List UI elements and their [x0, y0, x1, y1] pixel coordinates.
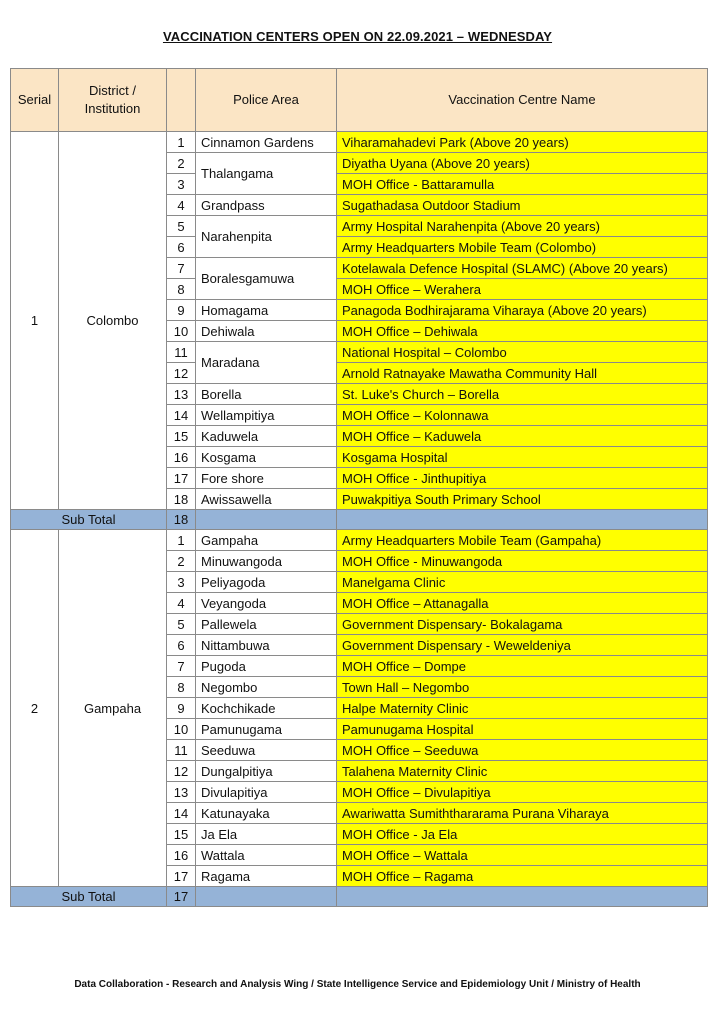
- centre-name: Government Dispensary - Weweldeniya: [337, 635, 708, 656]
- centre-name: MOH Office - Jinthupitiya: [337, 468, 708, 489]
- police-area: Pamunugama: [196, 719, 337, 740]
- centre-number: 10: [167, 719, 196, 740]
- centre-name: Pamunugama Hospital: [337, 719, 708, 740]
- centre-number: 7: [167, 258, 196, 279]
- district-serial: 1: [11, 132, 59, 510]
- centre-number: 6: [167, 635, 196, 656]
- centre-number: 17: [167, 468, 196, 489]
- centre-number: 2: [167, 153, 196, 174]
- centre-name: MOH Office – Wattala: [337, 845, 708, 866]
- police-area: Dehiwala: [196, 321, 337, 342]
- centre-number: 1: [167, 132, 196, 153]
- centre-name: Diyatha Uyana (Above 20 years): [337, 153, 708, 174]
- subtotal-empty: [337, 510, 708, 530]
- centre-name: Arnold Ratnayake Mawatha Community Hall: [337, 363, 708, 384]
- centre-number: 15: [167, 824, 196, 845]
- centre-name: MOH Office – Ragama: [337, 866, 708, 887]
- centre-number: 2: [167, 551, 196, 572]
- police-area: Divulapitiya: [196, 782, 337, 803]
- subtotal-row: [11, 510, 708, 530]
- centre-name: MOH Office – Divulapitiya: [337, 782, 708, 803]
- centre-name: MOH Office – Attanagalla: [337, 593, 708, 614]
- centre-number: 16: [167, 845, 196, 866]
- centre-number: 16: [167, 447, 196, 468]
- centre-name: Government Dispensary- Bokalagama: [337, 614, 708, 635]
- centre-number: 9: [167, 300, 196, 321]
- police-area: Wattala: [196, 845, 337, 866]
- district-serial: 2: [11, 530, 59, 887]
- police-area: Kosgama: [196, 447, 337, 468]
- centre-name: Manelgama Clinic: [337, 572, 708, 593]
- centre-name: MOH Office - Ja Ela: [337, 824, 708, 845]
- centre-number: 11: [167, 342, 196, 363]
- centre-name: Talahena Maternity Clinic: [337, 761, 708, 782]
- police-area: Maradana: [196, 342, 337, 384]
- centre-number: 4: [167, 593, 196, 614]
- centre-number: 14: [167, 803, 196, 824]
- police-area: Pugoda: [196, 656, 337, 677]
- centre-name: Town Hall – Negombo: [337, 677, 708, 698]
- subtotal-value: 17: [167, 887, 196, 907]
- police-area: Boralesgamuwa: [196, 258, 337, 300]
- centre-name: MOH Office – Dompe: [337, 656, 708, 677]
- centre-number: 3: [167, 174, 196, 195]
- district-name: Colombo: [59, 132, 167, 510]
- centre-name: MOH Office – Seeduwa: [337, 740, 708, 761]
- centre-number: 14: [167, 405, 196, 426]
- police-area: Homagama: [196, 300, 337, 321]
- centre-number: 7: [167, 656, 196, 677]
- police-area: Borella: [196, 384, 337, 405]
- police-area: Fore shore: [196, 468, 337, 489]
- centre-name: MOH Office – Dehiwala: [337, 321, 708, 342]
- header-serial: Serial: [11, 69, 59, 132]
- police-area: Minuwangoda: [196, 551, 337, 572]
- centre-number: 5: [167, 216, 196, 237]
- centre-name: Awariwatta Sumiththararama Purana Viharaya: [337, 803, 708, 824]
- centre-name: National Hospital – Colombo: [337, 342, 708, 363]
- subtotal-row: [11, 887, 708, 907]
- centre-number: 12: [167, 363, 196, 384]
- centre-number: 8: [167, 677, 196, 698]
- header-number: [167, 69, 196, 132]
- police-area: Cinnamon Gardens: [196, 132, 337, 153]
- centre-number: 1: [167, 530, 196, 551]
- police-area: Kaduwela: [196, 426, 337, 447]
- header-district: District / Institution: [59, 69, 167, 132]
- police-area: Ragama: [196, 866, 337, 887]
- centre-name: Sugathadasa Outdoor Stadium: [337, 195, 708, 216]
- police-area: Gampaha: [196, 530, 337, 551]
- centre-number: 4: [167, 195, 196, 216]
- subtotal-value: 18: [167, 510, 196, 530]
- police-area: Veyangoda: [196, 593, 337, 614]
- police-area: Kochchikade: [196, 698, 337, 719]
- centre-number: 8: [167, 279, 196, 300]
- page-title: VACCINATION CENTERS OPEN ON 22.09.2021 – WEDNESDAY: [162, 29, 553, 44]
- police-area: Awissawella: [196, 489, 337, 510]
- police-area: Dungalpitiya: [196, 761, 337, 782]
- police-area: Nittambuwa: [196, 635, 337, 656]
- centre-number: 12: [167, 761, 196, 782]
- table-body: [11, 132, 708, 907]
- police-area: Katunayaka: [196, 803, 337, 824]
- subtotal-empty: [337, 887, 708, 907]
- subtotal-label: Sub Total: [11, 510, 167, 530]
- district-name: Gampaha: [59, 530, 167, 887]
- centre-number: 5: [167, 614, 196, 635]
- table-header-row: [11, 69, 708, 132]
- police-area: Grandpass: [196, 195, 337, 216]
- header-centre-name: Vaccination Centre Name: [337, 69, 708, 132]
- subtotal-empty: [196, 510, 337, 530]
- header-police-area: Police Area: [196, 69, 337, 132]
- centre-number: 11: [167, 740, 196, 761]
- centre-number: 13: [167, 384, 196, 405]
- subtotal-label: Sub Total: [11, 887, 167, 907]
- police-area: Negombo: [196, 677, 337, 698]
- centre-number: 13: [167, 782, 196, 803]
- centre-number: 9: [167, 698, 196, 719]
- police-area: Narahenpita: [196, 216, 337, 258]
- centre-number: 15: [167, 426, 196, 447]
- centre-number: 17: [167, 866, 196, 887]
- centre-name: Army Headquarters Mobile Team (Gampaha): [337, 530, 708, 551]
- centre-name: MOH Office – Kolonnawa: [337, 405, 708, 426]
- centre-name: Halpe Maternity Clinic: [337, 698, 708, 719]
- centre-number: 10: [167, 321, 196, 342]
- police-area: Pallewela: [196, 614, 337, 635]
- centre-name: Puwakpitiya South Primary School: [337, 489, 708, 510]
- footer-credit: Data Collaboration - Research and Analysis Wing / State Intelligence Service and Epidemiology Unit / Ministry of Health: [74, 979, 641, 990]
- centre-name: Army Hospital Narahenpita (Above 20 years): [337, 216, 708, 237]
- vaccination-table: [10, 68, 708, 907]
- police-area: Thalangama: [196, 153, 337, 195]
- centre-name: MOH Office - Minuwangoda: [337, 551, 708, 572]
- centre-name: Panagoda Bodhirajarama Viharaya (Above 20 years): [337, 300, 708, 321]
- centre-name: MOH Office – Kaduwela: [337, 426, 708, 447]
- centre-name: MOH Office - Battaramulla: [337, 174, 708, 195]
- police-area: Ja Ela: [196, 824, 337, 845]
- centre-name: Kosgama Hospital: [337, 447, 708, 468]
- police-area: Seeduwa: [196, 740, 337, 761]
- table-row: [11, 132, 708, 153]
- centre-number: 3: [167, 572, 196, 593]
- centre-name: Army Headquarters Mobile Team (Colombo): [337, 237, 708, 258]
- police-area: Peliyagoda: [196, 572, 337, 593]
- centre-name: St. Luke's Church – Borella: [337, 384, 708, 405]
- centre-name: MOH Office – Werahera: [337, 279, 708, 300]
- centre-number: 18: [167, 489, 196, 510]
- centre-name: Kotelawala Defence Hospital (SLAMC) (Above 20 years): [337, 258, 708, 279]
- centre-number: 6: [167, 237, 196, 258]
- centre-name: Viharamahadevi Park (Above 20 years): [337, 132, 708, 153]
- subtotal-empty: [196, 887, 337, 907]
- police-area: Wellampitiya: [196, 405, 337, 426]
- table-row: [11, 530, 708, 551]
